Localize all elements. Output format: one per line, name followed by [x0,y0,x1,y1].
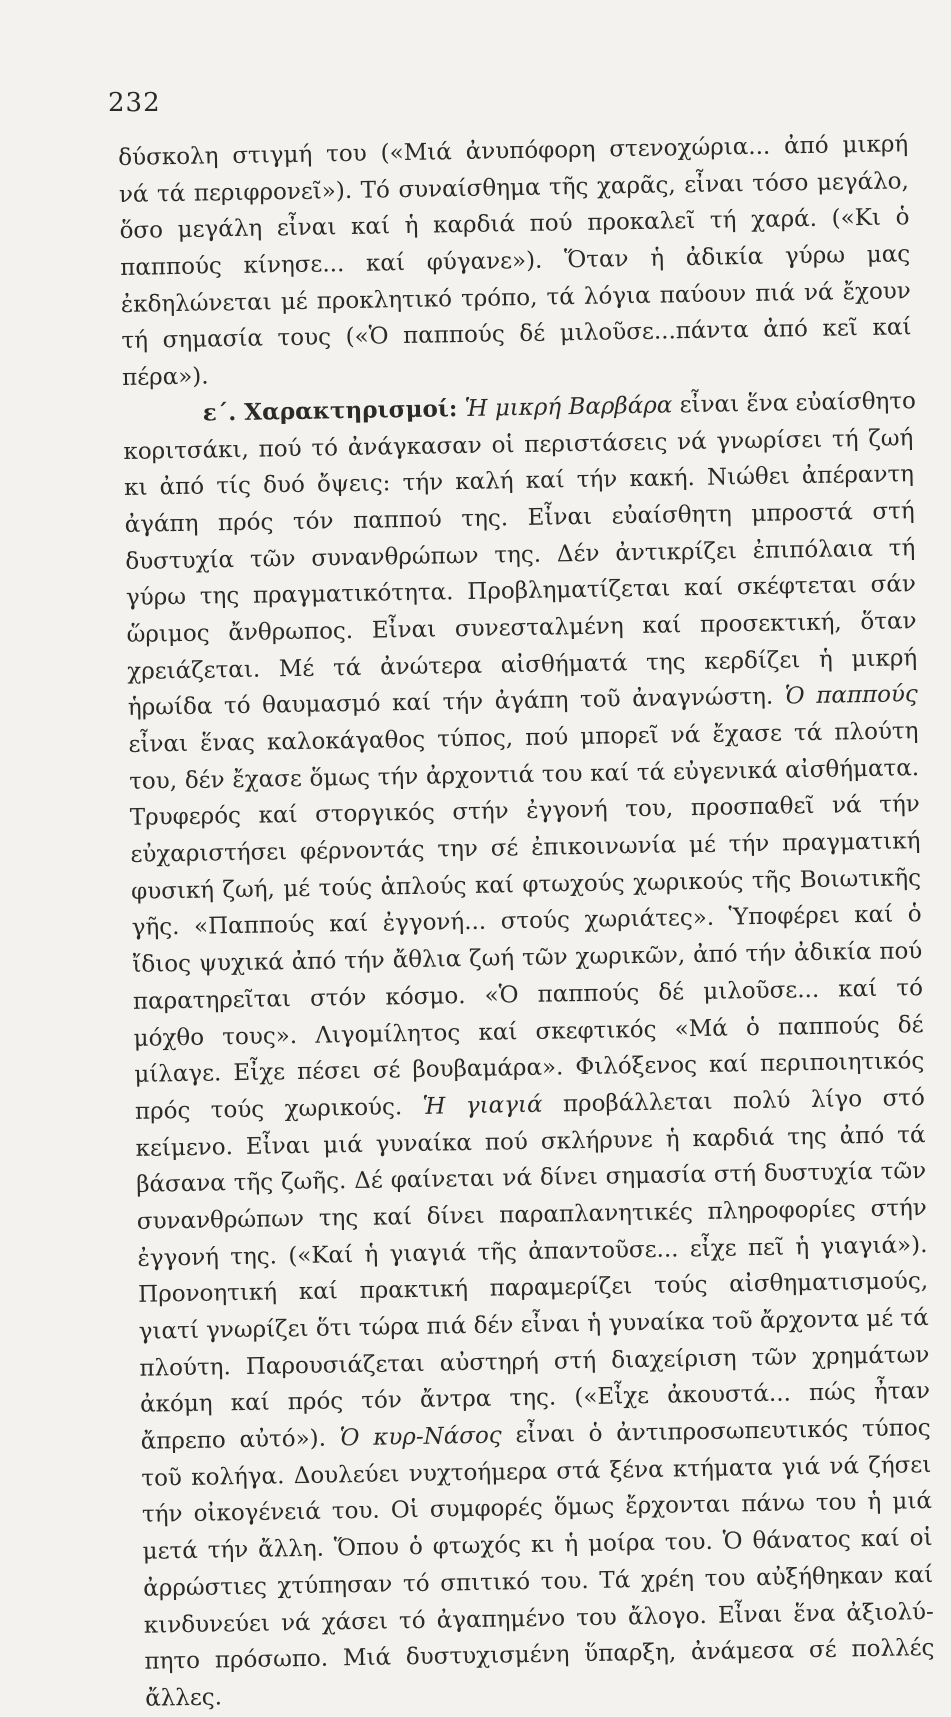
text-line: κινδυνεύει νά χάσει τό ἀγαπημένο του ἄλογο. Εἶναι ἕνα ἀξιολύ- [143,1598,935,1639]
bold-heading: ε΄. Χαρακτηρισμοί: [202,394,458,427]
italic-name: Ὁ παππούς [784,681,919,710]
italic-name: Ἡ γιαγιά [422,1091,543,1120]
text-line: δύσκολη στιγμή του («Μιά ἀνυπόφορη στενοχώρια... ἀπό μικρή [118,131,909,171]
text-line: ἀγάπη πρός τόν παππού της. Εἶναι εὐαίσθητη μπροστά στή [124,498,915,538]
text-line: γύρω της πραγματικότητα. Προβληματίζεται καί σκέφτεται σάν [125,571,917,612]
text-line: πλούτη. Παρουσιάζεται αὐστηρή στή διαχείριση τῶν χρημάτων [139,1341,930,1382]
text-line: εἶναι ἕνας καλοκάγαθος τύπος, πού μπορεῖ νά ἔχασε τά πλούτη [128,718,919,758]
text-line: του, δέν ἔχασε ὅμως τήν ἀρχοντιά του καί τά εὐγενικά αἰσθήματα. [128,754,920,795]
text-line: ἀρρώστιες χτύπησαν τό σπιτικό του. Τά χρέη του αὐξήθηκαν καί [143,1561,934,1602]
text-line: Τρυφερός καί στοργικός στήν ἐγγονή του, προσπαθεῖ νά τήν [129,791,920,832]
text-line: ε΄. Χαρακτηρισμοί: Ἡ μικρή Βαρβάρα εἶναι ἕνα εὐαίσθητο [202,387,917,427]
text-line: παππούς κίνησε... καί φύγανε»). Ὅταν ἡ ἀδικία γύρω μας [120,241,911,282]
text-line: φυσική ζωή, μέ τούς ἁπλούς καί φτωχούς χωρικούς τῆς Βοιωτικῆς [130,864,922,905]
body-text [118,126,935,1717]
italic-name: Ἡ μικρή Βαρβάρα [464,392,673,422]
text-line: συνανθρώπων της καί δίνει παραπλανητικές πληροφορίες στήν [136,1194,927,1235]
text-line: πητο πρόσωπο. Μιά δυστυχισμένη ὕπαρξη, ἀνάμεσα σέ πολλές [144,1635,935,1675]
text-line: ἴδιος ψυχικά ἀπό τήν ἄθλια ζωή τῶν χωρικῶν, ἀπό τήν ἀδικία πού [132,938,923,978]
text-line: ὅσο μεγάλη εἶναι καί ἡ καρδιά πού προκαλεῖ τή χαρά. («Κι ὁ [119,204,910,245]
text-line: ἐκδηλώνεται μέ προκλητικό τρόπο, τά λόγια παύουν πιά νά ἔχουν [120,277,911,318]
text-line: ὥριμος ἄνθρωπος. Εἶναι συνεσταλμένη καί προσεκτική, ὅταν [126,608,917,648]
text-line: πρός τούς χωρικούς. Ἡ γιαγιά προβάλλεται πολύ λίγο στό [134,1084,926,1125]
text-line: κείμενο. Εἶναι μιά γυναίκα πού σκλήρυνε ἡ καρδιά της ἀπό τά [135,1121,926,1162]
text-line: δυστυχία τῶν συνανθρώπων της. Δέν ἀντικρίζει ἐπιπόλαια τή [125,534,916,575]
text-line: κι ἀπό τίς δυό ὄψεις: τήν καλή καί τήν κακή. Νιώθει ἀπέραντη [123,461,915,502]
text-line: τή σημασία τους («Ὁ παππούς δέ μιλοῦσε...πάντα ἀπό κεῖ καί [121,314,912,355]
text-line: Προνοητική καί πρακτική παραμερίζει τούς αἰσθηματισμούς, [137,1268,929,1309]
text-line: εὐχαριστήσει φέρνοντάς την σέ ἐπικοινωνία μέ τήν πραγματική [130,828,921,868]
text-line: γῆς. «Παππούς καί ἐγγονή... στούς χωριάτες». Ὑποφέρει καί ὁ [131,901,922,942]
text-line: μόχθο τους». Λιγομίλητος καί σκεφτικός «Μά ὁ παππούς δέ [133,1011,924,1052]
text-line: ἄπρεπο αὐτό»). Ὁ κυρ-Νάσος εἶναι ὁ ἀντιπροσωπευτικός τύπος [140,1415,931,1455]
page-number: 232 [108,88,161,118]
text-line: χρειάζεται. Μέ τά ἀνώτερα αἰσθήματά της κερδίζει ἡ μικρή [127,644,918,685]
text-line: τοῦ κολήγα. Δουλεύει νυχτοήμερα στά ξένα κτήματα γιά νά ζήσει [141,1451,932,1492]
text-line: ἄλλες. [144,1684,223,1712]
text-line: μετά τήν ἄλλη. Ὅπου ὁ φτωχός κι ἡ μοίρα του. Ὁ θάνατος καί οἱ [142,1525,933,1565]
text-line: βάσανα τῆς ζωῆς. Δέ φαίνεται νά δίνει σημασία στή δυστυχία τῶν [136,1158,927,1199]
text-line: νά τά περιφρονεῖ»). Τό συναίσθημα τῆς χαρᾶς, εἶναι τόσο μεγάλο, [118,167,910,208]
text-line: παρατηρεῖται στόν κόσμο. «Ὁ παππούς δέ μιλοῦσε... καί τό [132,974,924,1015]
italic-name: Ὁ κυρ-Νάσος [339,1422,502,1452]
text-line: γιατί γνωρίζει ὅτι τώρα πιά δέν εἶναι ἡ γυναίκα τοῦ ἄρχοντα μέ τά [138,1305,929,1345]
text-line: ἀκόμη καί πρός τόν ἄντρα της. («Εἶχε ἀκουστά... πώς ἦταν [139,1378,931,1419]
text-line: τήν οἰκογένειά του. Οἱ συμφορές ὅμως ἔρχονται πάνω του ἡ μιά [141,1488,933,1529]
text-line: κοριτσάκι, πού τό ἀνάγκασαν οἱ περιστάσεις νά γνωρίσει τή ζωή [123,424,914,465]
text-line: μίλαγε. Εἶχε πέσει σέ βουβαμάρα». Φιλόξενος καί περιποιητικός [134,1048,925,1089]
text-line: ἡρωίδα τό θαυμασμό καί τήν ἀγάπη τοῦ ἀναγνώστη. Ὁ παππούς [127,681,919,722]
text-line: ἐγγονή της. («Καί ἡ γιαγιά τῆς ἀπαντοῦσε... εἶχε πεῖ ἡ γιαγιά»). [137,1231,928,1272]
text-line: πέρα»). [121,363,209,392]
